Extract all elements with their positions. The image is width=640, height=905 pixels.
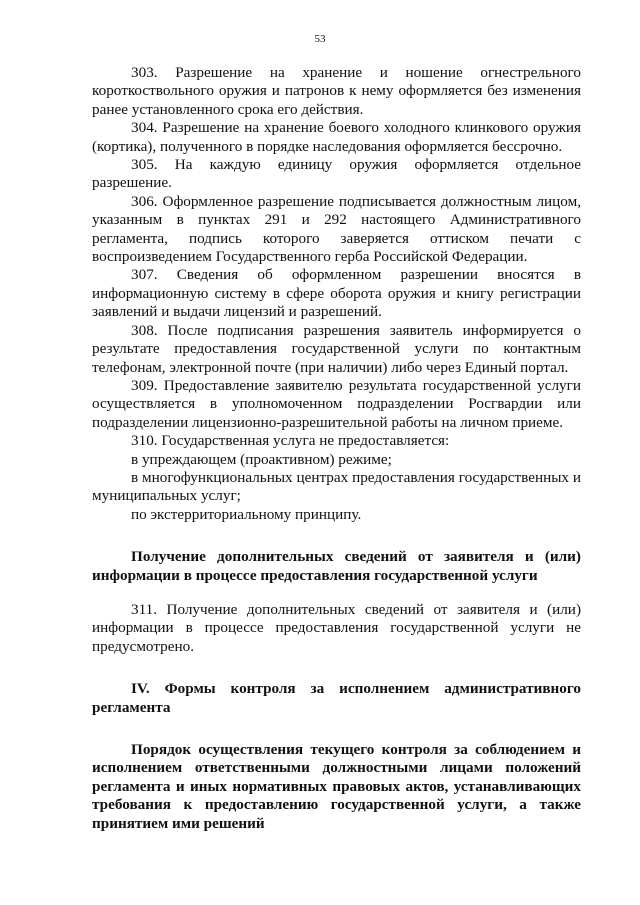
paragraph-311: 311. Получение дополнительных сведений от заявителя и (или) информации в процессе предоставления государственной услуги не предусмотрено. [92,600,581,655]
paragraph-306: 306. Оформленное разрешение подписывается должностным лицом, указанным в пунктах 291 и 292 настоящего Административного регламента, подпись которого заверяется оттиском печати с воспроизведением Государственного герба Российской Федерации. [92,192,581,266]
heading-current-control: Порядок осуществления текущего контроля за соблюдением и исполнением ответственными должностными лицами положений регламента и иных нормативных правовых актов, устанавливающих требования к предоставлению государственной услуги, а также принятием ими решений [92,741,581,832]
list-item-mfc: в многофункциональных центрах предоставления государственных и муниципальных услуг; [92,468,581,505]
section-iv-title: IV. Формы контроля за исполнением административного регламента [92,680,581,716]
heading-additional-info: Получение дополнительных сведений от заявителя и (или) информации в процессе предоставления государственной услуги [92,548,581,584]
paragraph-310: 310. Государственная услуга не предоставляется: [131,432,450,450]
spacer [92,585,581,601]
paragraph-308: 308. После подписания разрешения заявитель информируется о результате предоставления государственной услуги по контактным телефонам, электронной почте (при наличии) либо через Единый портал. [92,321,581,376]
list-item-extraterritorial: по экстерриториальному принципу. [131,505,362,523]
paragraph-304: 304. Разрешение на хранение боевого холодного клинкового оружия (кортика), полученного в порядке наследования оформляется бессрочно. [92,119,581,155]
list-item-proactive: в упреждающем (проактивном) режиме; [131,450,392,468]
document-body [92,64,581,833]
paragraph-307: 307. Сведения об оформленном разрешении вносятся в информационную систему в сфере оборота оружия и книгу регистрации заявлений и выдачи лицензий и разрешений. [92,266,581,321]
page-number: 53 [314,33,326,45]
paragraph-303: 303. Разрешение на хранение и ношение огнестрельного короткоствольного оружия и патронов к нему оформляется без изменения ранее установленного срока его действия. [92,64,581,118]
spacer [92,717,581,741]
spacer [92,656,581,680]
spacer [92,524,581,548]
paragraph-305: 305. На каждую единицу оружия оформляется отдельное разрешение. [92,156,581,192]
paragraph-309: 309. Предоставление заявителю результата государственной услуги осуществляется в уполномоченном подразделении Росгвардии или подразделении лицензионно-разрешительной работы на личном приеме. [92,376,581,431]
